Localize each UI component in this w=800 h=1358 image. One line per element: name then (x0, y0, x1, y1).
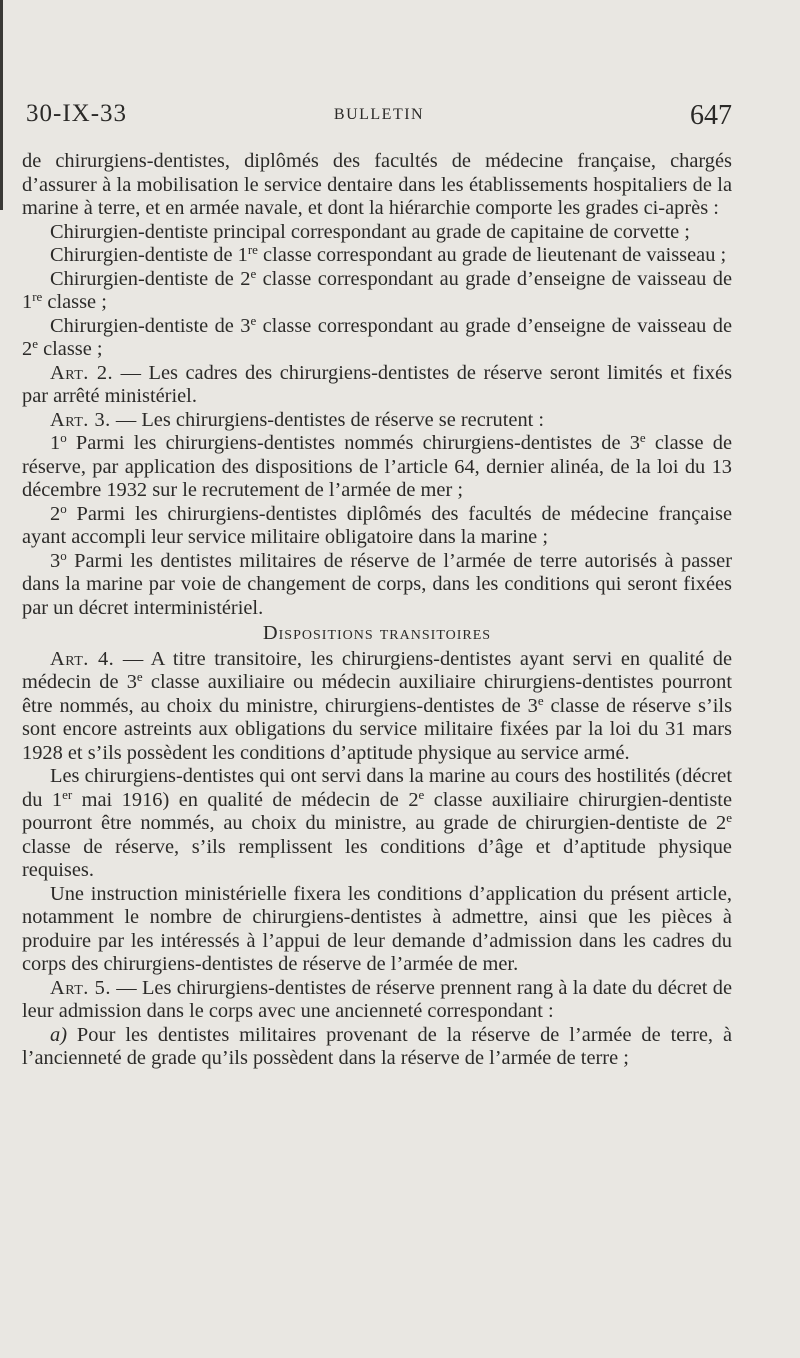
text-run: Une instruction ministérielle fixera les conditions d’application du présent article, notamment le nombre de chirurgiens-dentistes à admettre, ainsi que les pièces à produire par les intéressés à l’appui de leur demande d’admission dans les cadres du corps des chirurgiens-dentistes de réserve de l’armée de mer. (22, 882, 732, 975)
text-run: 2 (50, 502, 61, 525)
text-run: Chirurgien-dentiste principal correspondant au grade de capitaine de corvette ; (50, 220, 690, 243)
paragraph (22, 547, 732, 621)
text-run: classe de réserve, par application des dispositions de l’article 64, dernier alinéa, de la loi du 13 décembre 1932 sur le recrutement de l’armée de mer ; (22, 432, 732, 501)
paragraph (22, 265, 733, 315)
document-body (22, 150, 732, 1071)
superscript: e (639, 430, 646, 445)
header-title: BULLETIN (333, 106, 425, 123)
paragraph (22, 150, 732, 221)
superscript: re (32, 289, 43, 304)
page-header (26, 100, 732, 134)
text-run: 3 (50, 549, 61, 572)
article-label: Art. 4. (50, 647, 115, 670)
page-number: 647 (690, 100, 732, 131)
paragraph (22, 977, 732, 1024)
text-run: — Les chirurgiens-dentistes de réserve se recrutent : (110, 408, 545, 431)
text-run: 1 (50, 432, 61, 454)
paragraph (22, 500, 732, 550)
paragraph (22, 648, 732, 766)
section-heading (22, 622, 732, 646)
text-run: Dispositions transitoires (262, 622, 492, 644)
paragraph (22, 765, 732, 883)
paragraph (22, 221, 732, 245)
paragraph (22, 312, 733, 362)
superscript: re (247, 242, 258, 257)
header-date: 30-IX-33 (26, 100, 128, 127)
text-run: classe correspondant au grade d’enseigne de vaisseau de 1 (22, 267, 733, 313)
text-run: Pour les dentistes militaires provenant de la réserve de l’armée de terre, à l’ancienneté de grade qu’ils possèdent dans la réserve de l’armée de terre ; (22, 1023, 732, 1069)
text-run: Chirurgien-dentiste de 1 (50, 244, 248, 266)
superscript: o (60, 430, 67, 445)
text-run: classe ; (37, 338, 103, 360)
text-run: Les chirurgiens-dentistes qui ont servi dans la marine au cours des hostilités (décret du 1 (22, 765, 732, 811)
text-run: classe correspondant au grade de lieutenant de vaisseau ; (257, 244, 727, 266)
page-edge-line (0, 0, 3, 210)
paragraph (22, 1024, 732, 1071)
text-run: classe auxiliaire ou médecin auxiliaire chirurgiens-dentistes pourront être nommés, au choix du ministre, chirurgiens-dentistes de 3 (22, 671, 732, 717)
list-marker: a) (50, 1023, 67, 1046)
paragraph (22, 883, 732, 977)
text-run: Chirurgien-dentiste de 3 (50, 314, 251, 337)
article-label: Art. 5. (50, 976, 111, 999)
text-run: — Les cadres des chirurgiens-dentistes de réserve seront limités et fixés par arrêté ministériel. (22, 361, 733, 407)
article-label: Art. 2. (50, 361, 114, 384)
article-label: Art. 3. (50, 408, 111, 431)
superscript: er (62, 786, 73, 802)
paragraph (22, 244, 732, 268)
text-run: classe de réserve, s’ils remplissent les conditions d’âge et d’aptitude physique requises. (22, 835, 732, 881)
paragraph (22, 409, 732, 433)
text-run: mai 1916) en qualité de médecin de 2 (72, 788, 419, 811)
superscript: e (136, 669, 143, 684)
superscript: o (60, 500, 67, 516)
text-run: Parmi les dentistes militaires de réserve de l’armée de terre autorisés à passer dans la marine par voie de changement de corps, dans les conditions qui seront fixées par un décret interministériel. (22, 549, 732, 619)
superscript: o (60, 547, 67, 563)
text-run: classe de réserve s’ils sont encore astreints aux obligations du service militaire fixées par la loi du 31 mars 1928 et s’ils possèdent les conditions d’aptitude physique au service armé. (22, 694, 732, 764)
text-run: — A titre transitoire, les chirurgiens-dentistes ayant servi en qualité de médecin de 3 (22, 647, 732, 693)
superscript: e (418, 786, 425, 802)
text-run: Chirurgien-dentiste de 2 (50, 267, 251, 290)
text-run: classe auxiliaire chirurgien-dentiste pourront être nommés, au choix du ministre, au grade de chirurgien-dentiste de 2 (22, 788, 733, 834)
text-run: — Les chirurgiens-dentistes de réserve prennent rang à la date du décret de leur admission dans le corps avec une ancienneté correspondant : (22, 976, 733, 1022)
superscript: e (32, 336, 38, 351)
superscript: e (726, 810, 732, 825)
superscript: e (537, 692, 544, 708)
text-run: Parmi les chirurgiens-dentistes diplômés des facultés de médecine française ayant accompli leur service militaire obligatoire dans la marine ; (22, 502, 732, 548)
superscript: e (250, 312, 257, 328)
text-run: classe correspondant au grade d’enseigne de vaisseau de 2 (22, 314, 733, 360)
paragraph (22, 362, 732, 409)
superscript: e (250, 265, 257, 281)
paragraph (22, 432, 732, 503)
text-run: de chirurgiens-dentistes, diplômés des facultés de médecine française, chargés d’assurer à la mobilisation le service dentaire dans les établissements hospitaliers de la marine à terre, et en armée navale, et dont la hiérarchie comporte les grades ci-après : (22, 150, 732, 219)
text-run: Parmi les chirurgiens-dentistes nommés chirurgiens-dentistes de 3 (66, 432, 640, 454)
text-run: classe ; (42, 291, 107, 313)
